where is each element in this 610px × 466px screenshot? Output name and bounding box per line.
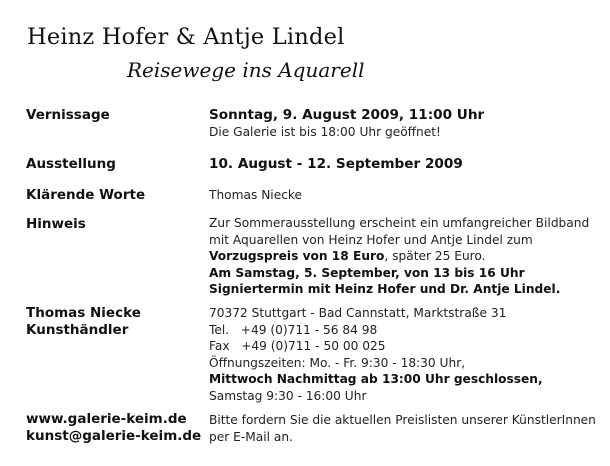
hinweis-line-4: Am Samstag, 5. September, von 13 bis 16 Uhr [209,265,525,280]
hinweis-price: Vorzugspreis von 18 Euro [209,249,385,263]
address: 70372 Stuttgart - Bad Cannstatt, Marktstraße 31 [209,306,507,320]
vernissage-label: Vernissage [26,107,110,123]
hinweis-line-5: Signiertermin mit Heinz Hofer und Dr. Antje Lindel. [209,282,561,296]
email-link[interactable]: kunst@galerie-keim.de [26,428,202,444]
kunsthaendler-details [209,305,543,404]
contact-note-line-1: Bitte fordern Sie die aktuellen Preislisten unserer KünstlerInnen [209,413,596,427]
kunsthaendler-label [26,305,141,339]
klaerende-worte-label: Klärende Worte [26,187,146,203]
hinweis-label: Hinweis [26,216,86,232]
vernissage-date: Sonntag, 9. August 2009, 11:00 Uhr [209,107,485,123]
hinweis-later-price: , später 25 Euro. [384,249,486,263]
contact-note [209,412,596,445]
vernissage-note: Die Galerie ist bis 18:00 Uhr geöffnet! [209,125,441,139]
hinweis-line-3 [209,248,589,265]
exhibition-subtitle: Reisewege ins Aquarell [127,58,365,82]
kunsthaendler-name: Thomas Niecke [26,305,141,321]
kunsthaendler-title: Kunsthändler [26,322,129,338]
wednesday-closed: Mittwoch Nachmittag ab 13:00 Uhr geschlossen, [209,372,543,386]
ausstellung-label: Ausstellung [26,156,116,172]
contact-note-line-2: per E-Mail an. [209,429,293,444]
ausstellung-dates: 10. August - 12. September 2009 [209,156,463,172]
fax: Fax +49 (0)711 - 50 00 025 [209,339,386,353]
klaerende-worte-name: Thomas Niecke [209,188,303,202]
hinweis-line-2: mit Aquarellen von Heinz Hofer und Antje Lindel zum [209,232,533,247]
hinweis-text [209,215,589,298]
website-link[interactable]: www.galerie-keim.de [26,411,187,427]
phone: Tel. +49 (0)711 - 56 84 98 [209,322,378,337]
contact-block [26,411,201,445]
opening-hours: Öffnungszeiten: Mo. - Fr. 9:30 - 18:30 Uhr, [209,355,466,370]
exhibition-title: Heinz Hofer & Antje Lindel [27,24,345,50]
hinweis-line-1: Zur Sommerausstellung erscheint ein umfangreicher Bildband [209,216,590,230]
saturday-hours: Samstag 9:30 - 16:00 Uhr [209,388,367,403]
